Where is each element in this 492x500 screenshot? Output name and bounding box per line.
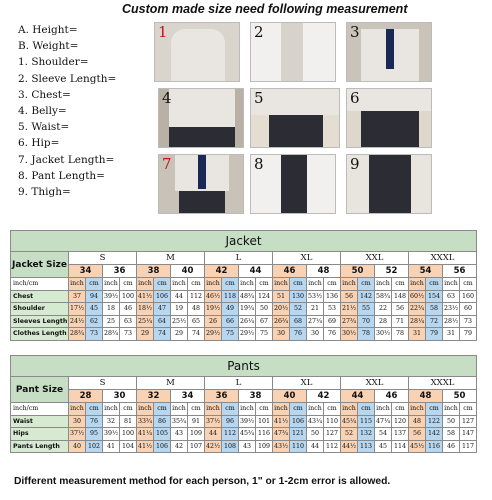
table-cell: 56 <box>392 303 409 316</box>
measurement-list <box>18 22 158 200</box>
table-cell: 44 <box>307 440 324 453</box>
table-cell: 110 <box>324 415 341 428</box>
unit-cell: inch <box>103 278 120 291</box>
size-number: 46 <box>273 265 307 278</box>
table-cell: 130 <box>290 290 307 303</box>
table-cell: 26 <box>205 315 222 328</box>
size-number: 38 <box>239 390 273 403</box>
size-letter: XL <box>273 252 341 265</box>
unit-cell: cm <box>256 278 273 291</box>
table-cell: 42 <box>171 440 188 453</box>
table-cell: 65 <box>188 315 205 328</box>
table-cell: 117 <box>460 440 477 453</box>
table-row <box>11 428 477 441</box>
table-cell: 56 <box>409 428 426 441</box>
table-row <box>11 440 477 453</box>
unit-cell: inch <box>273 278 290 291</box>
table-cell: 46 <box>120 303 137 316</box>
measurement-item: 3. Chest= <box>18 88 71 101</box>
unit-cell: inch <box>69 278 86 291</box>
table-cell: 44½ <box>341 440 358 453</box>
table-row <box>11 303 477 316</box>
unit-cell: inch <box>171 403 188 416</box>
table-cell: 58 <box>443 428 460 441</box>
size-letter: M <box>137 252 205 265</box>
table-row <box>11 315 477 328</box>
table-cell: 68 <box>290 315 307 328</box>
table-cell: 30 <box>273 328 290 341</box>
table-cell: 21 <box>307 303 324 316</box>
unit-cell: cm <box>154 403 171 416</box>
unit-cell: inch <box>375 403 392 416</box>
table-cell: 106 <box>154 440 171 453</box>
table-cell: 160 <box>460 290 477 303</box>
table-cell: 70 <box>358 315 375 328</box>
photo-chest: 3 <box>346 22 432 82</box>
row-label: Shoulder <box>11 303 69 316</box>
table-cell: 60 <box>460 303 477 316</box>
row-label: Clothes Length <box>11 328 69 341</box>
table-cell: 107 <box>188 440 205 453</box>
table-cell: 41½ <box>273 415 290 428</box>
table-cell: 73 <box>120 328 137 341</box>
table-cell: 26¾ <box>273 315 290 328</box>
unit-cell: inch <box>443 278 460 291</box>
unit-cell: cm <box>290 403 307 416</box>
photo-waist: 5 <box>250 88 340 148</box>
size-number: 50 <box>443 390 477 403</box>
table-cell: 28¼ <box>409 315 426 328</box>
unit-cell: cm <box>222 403 239 416</box>
table-cell: 21½ <box>341 303 358 316</box>
unit-cell: cm <box>426 403 443 416</box>
table-cell: 79 <box>426 328 443 341</box>
table-cell: 137 <box>392 428 409 441</box>
table-cell: 44 <box>171 290 188 303</box>
size-number: 56 <box>443 265 477 278</box>
photo-jacket-length: 7 <box>158 154 244 214</box>
measurement-item: 2. Sleeve Length= <box>18 72 117 85</box>
table-cell: 30 <box>307 328 324 341</box>
table-cell: 19½ <box>205 303 222 316</box>
unit-cell: inch <box>273 403 290 416</box>
unit-cell: inch <box>341 403 358 416</box>
table-cell: 45¼ <box>341 415 358 428</box>
measurement-item: 6. Hip= <box>18 137 60 150</box>
table-cell: 154 <box>426 290 443 303</box>
table-cell: 112 <box>188 290 205 303</box>
size-number: 44 <box>239 265 273 278</box>
table-cell: 110 <box>290 440 307 453</box>
table-cell: 120 <box>392 415 409 428</box>
table-cell: 35¾ <box>171 415 188 428</box>
table-cell: 71 <box>392 315 409 328</box>
table-cell: 39½ <box>103 290 120 303</box>
table-cell: 43 <box>171 428 188 441</box>
size-number: 40 <box>171 265 205 278</box>
table-cell: 28¾ <box>103 328 120 341</box>
table-cell: 106 <box>154 290 171 303</box>
table-cell: 76 <box>290 328 307 341</box>
size-letter: XXL <box>341 252 409 265</box>
table-cell: 109 <box>188 428 205 441</box>
table-cell: 76 <box>86 415 103 428</box>
page-title: Custom made size need following measurement <box>122 2 408 16</box>
table-cell: 142 <box>358 290 375 303</box>
table-cell: 96 <box>222 415 239 428</box>
size-letter: L <box>205 252 273 265</box>
unit-cell: cm <box>154 278 171 291</box>
table-cell: 100 <box>120 428 137 441</box>
unit-cell: cm <box>86 403 103 416</box>
table-cell: 26¼ <box>239 315 256 328</box>
table-cell: 121 <box>290 428 307 441</box>
jacket-size-label: Jacket Size <box>11 252 69 278</box>
table-cell: 106 <box>290 415 307 428</box>
row-label: Chest <box>11 290 69 303</box>
size-number: 34 <box>69 265 103 278</box>
table-cell: 116 <box>256 428 273 441</box>
table-cell: 127 <box>460 415 477 428</box>
photo-belly: 4 <box>158 88 244 148</box>
unit-cell: inch <box>137 403 154 416</box>
size-letter: S <box>69 252 137 265</box>
table-cell: 41½ <box>137 290 154 303</box>
table-cell: 48 <box>409 415 426 428</box>
table-cell: 31 <box>409 328 426 341</box>
size-letter: XXXL <box>409 252 477 265</box>
table-cell: 76 <box>324 328 341 341</box>
unit-label: inch/cm <box>11 403 69 416</box>
table-cell: 42½ <box>205 440 222 453</box>
unit-cell: inch <box>239 278 256 291</box>
table-cell: 67 <box>256 315 273 328</box>
unit-cell: cm <box>392 278 409 291</box>
size-letter: XXL <box>341 377 409 390</box>
table-cell: 45 <box>86 303 103 316</box>
table-cell: 45½ <box>409 440 426 453</box>
table-cell: 33¾ <box>137 415 154 428</box>
table-row <box>11 415 477 428</box>
table-cell: 56 <box>341 290 358 303</box>
unit-cell: cm <box>256 403 273 416</box>
table-cell: 53 <box>324 303 341 316</box>
table-cell: 29 <box>171 328 188 341</box>
jacket-size-table <box>10 230 477 341</box>
table-cell: 32 <box>103 415 120 428</box>
table-cell: 100 <box>120 290 137 303</box>
photo-thigh: 9 <box>346 154 432 214</box>
table-cell: 48¾ <box>239 290 256 303</box>
measurement-item: 4. Belly= <box>18 105 67 118</box>
measurement-item: 5. Waist= <box>18 121 70 134</box>
table-cell: 41 <box>103 440 120 453</box>
size-number: 30 <box>103 390 137 403</box>
table-cell: 75 <box>256 328 273 341</box>
size-letter: XXXL <box>409 377 477 390</box>
size-number: 36 <box>103 265 137 278</box>
unit-cell: inch <box>239 403 256 416</box>
unit-cell: inch <box>409 403 426 416</box>
photo-pant-length: 8 <box>250 154 336 214</box>
unit-cell: cm <box>324 403 341 416</box>
table-cell: 114 <box>392 440 409 453</box>
size-number: 44 <box>341 390 375 403</box>
unit-cell: inch <box>205 403 222 416</box>
unit-cell: cm <box>120 403 137 416</box>
unit-cell: cm <box>290 278 307 291</box>
table-cell: 29½ <box>239 328 256 341</box>
table-cell: 74 <box>188 328 205 341</box>
table-cell: 52 <box>341 428 358 441</box>
row-label: Pants Length <box>11 440 69 453</box>
table-row <box>11 328 477 341</box>
table-cell: 51 <box>273 290 290 303</box>
table-cell: 47 <box>154 303 171 316</box>
unit-cell: inch <box>103 403 120 416</box>
table-cell: 25¼ <box>137 315 154 328</box>
table-cell: 58¾ <box>375 290 392 303</box>
measurement-item: B. Weight= <box>18 40 79 53</box>
row-label: Hips <box>11 428 69 441</box>
unit-cell: cm <box>324 278 341 291</box>
size-number: 42 <box>205 265 239 278</box>
table-cell: 74 <box>154 328 171 341</box>
unit-cell: cm <box>86 278 103 291</box>
table-cell: 124 <box>256 290 273 303</box>
unit-cell: cm <box>460 403 477 416</box>
table-cell: 58 <box>426 303 443 316</box>
table-cell: 28½ <box>443 315 460 328</box>
table-cell: 31 <box>443 328 460 341</box>
table-cell: 29 <box>137 328 154 341</box>
table-cell: 142 <box>426 428 443 441</box>
table-cell: 60½ <box>409 290 426 303</box>
pants-heading: Pants <box>11 356 477 377</box>
unit-cell: cm <box>358 403 375 416</box>
measurement-item: 7. Jacket Length= <box>18 153 115 166</box>
size-number: 28 <box>69 390 103 403</box>
table-cell: 50 <box>443 415 460 428</box>
table-cell: 69 <box>324 315 341 328</box>
table-cell: 78 <box>392 328 409 341</box>
table-cell: 53½ <box>307 290 324 303</box>
size-number: 42 <box>307 390 341 403</box>
table-cell: 37½ <box>205 415 222 428</box>
table-cell: 73 <box>86 328 103 341</box>
table-cell: 54 <box>375 428 392 441</box>
photo-sleeve: 2 <box>250 22 336 82</box>
table-cell: 44 <box>205 428 222 441</box>
table-cell: 109 <box>256 440 273 453</box>
size-number: 48 <box>409 390 443 403</box>
table-cell: 147 <box>460 428 477 441</box>
unit-cell: inch <box>443 403 460 416</box>
table-cell: 19¾ <box>239 303 256 316</box>
table-cell: 41½ <box>137 440 154 453</box>
table-cell: 37 <box>69 290 86 303</box>
table-cell: 66 <box>222 315 239 328</box>
table-cell: 115 <box>358 415 375 428</box>
table-cell: 45¾ <box>239 428 256 441</box>
table-cell: 43 <box>239 440 256 453</box>
table-cell: 19 <box>171 303 188 316</box>
unit-cell: inch <box>375 278 392 291</box>
unit-cell: cm <box>460 278 477 291</box>
size-number: 48 <box>307 265 341 278</box>
table-cell: 118 <box>222 290 239 303</box>
size-letter: XL <box>273 377 341 390</box>
size-letter: S <box>69 377 137 390</box>
unit-cell: cm <box>358 278 375 291</box>
size-letter: L <box>205 377 273 390</box>
table-cell: 27¼ <box>307 315 324 328</box>
unit-cell: cm <box>188 403 205 416</box>
unit-cell: cm <box>222 278 239 291</box>
measurement-item: 8. Pant Length= <box>18 169 105 182</box>
table-cell: 18 <box>103 303 120 316</box>
unit-cell: inch <box>307 403 324 416</box>
table-cell: 39½ <box>103 428 120 441</box>
size-number: 52 <box>375 265 409 278</box>
unit-cell: cm <box>426 278 443 291</box>
table-cell: 136 <box>324 290 341 303</box>
table-cell: 43¼ <box>307 415 324 428</box>
table-cell: 94 <box>86 290 103 303</box>
size-number: 34 <box>171 390 205 403</box>
table-cell: 28 <box>375 315 392 328</box>
table-cell: 37½ <box>69 428 86 441</box>
table-cell: 75 <box>222 328 239 341</box>
table-cell: 122 <box>426 415 443 428</box>
table-row <box>11 290 477 303</box>
size-number: 32 <box>137 390 171 403</box>
unit-cell: cm <box>188 278 205 291</box>
table-cell: 30 <box>69 415 86 428</box>
table-cell: 17½ <box>69 303 86 316</box>
size-number: 38 <box>137 265 171 278</box>
table-cell: 20½ <box>273 303 290 316</box>
table-cell: 40 <box>69 440 86 453</box>
photo-shoulder: 1 <box>154 22 240 82</box>
unit-cell: inch <box>307 278 324 291</box>
table-cell: 22¾ <box>409 303 426 316</box>
table-cell: 72 <box>426 315 443 328</box>
table-cell: 63 <box>443 290 460 303</box>
table-cell: 112 <box>222 428 239 441</box>
table-cell: 81 <box>120 415 137 428</box>
table-cell: 91 <box>188 415 205 428</box>
table-cell: 73 <box>460 315 477 328</box>
table-cell: 113 <box>358 440 375 453</box>
size-number: 50 <box>341 265 375 278</box>
table-cell: 62 <box>86 315 103 328</box>
table-cell: 43½ <box>273 440 290 453</box>
unit-cell: inch <box>137 278 154 291</box>
unit-cell: inch <box>341 278 358 291</box>
pants-size-table <box>10 355 477 453</box>
table-cell: 29½ <box>205 328 222 341</box>
row-label: Sleeves Length <box>11 315 69 328</box>
table-cell: 52 <box>290 303 307 316</box>
measurement-item: A. Height= <box>18 24 78 36</box>
table-cell: 25 <box>103 315 120 328</box>
unit-label: inch/cm <box>11 278 69 291</box>
table-cell: 45 <box>375 440 392 453</box>
table-cell: 86 <box>154 415 171 428</box>
measurement-item: 9. Thigh= <box>18 186 71 199</box>
row-label: Waist <box>11 415 69 428</box>
table-cell: 46 <box>443 440 460 453</box>
table-cell: 116 <box>426 440 443 453</box>
table-cell: 95 <box>86 428 103 441</box>
table-cell: 108 <box>222 440 239 453</box>
unit-cell: inch <box>205 278 222 291</box>
table-cell: 112 <box>324 440 341 453</box>
table-cell: 27¾ <box>341 315 358 328</box>
unit-cell: inch <box>171 278 188 291</box>
footer-note: Different measurement method for each person, 1" or 1-2cm error is allowed. <box>14 476 391 487</box>
size-letter: M <box>137 377 205 390</box>
unit-cell: cm <box>120 278 137 291</box>
pants-size-label: Pant Size <box>11 377 69 403</box>
table-cell: 101 <box>256 415 273 428</box>
table-cell: 24½ <box>69 315 86 328</box>
size-number: 46 <box>375 390 409 403</box>
measurement-item: 1. Shoulder= <box>18 56 89 69</box>
table-cell: 104 <box>120 440 137 453</box>
table-cell: 41¼ <box>137 428 154 441</box>
table-cell: 46½ <box>205 290 222 303</box>
table-cell: 50 <box>307 428 324 441</box>
table-cell: 64 <box>154 315 171 328</box>
table-cell: 25½ <box>171 315 188 328</box>
table-cell: 132 <box>358 428 375 441</box>
table-cell: 105 <box>154 428 171 441</box>
table-cell: 22 <box>375 303 392 316</box>
photo-hip: 6 <box>346 88 432 148</box>
unit-cell: cm <box>392 403 409 416</box>
table-cell: 127 <box>324 428 341 441</box>
size-number: 40 <box>273 390 307 403</box>
table-cell: 39½ <box>239 415 256 428</box>
table-cell: 30½ <box>375 328 392 341</box>
table-cell: 49 <box>222 303 239 316</box>
table-cell: 78 <box>358 328 375 341</box>
table-cell: 23½ <box>443 303 460 316</box>
table-cell: 79 <box>460 328 477 341</box>
table-cell: 63 <box>120 315 137 328</box>
table-cell: 47¾ <box>273 428 290 441</box>
size-number: 36 <box>205 390 239 403</box>
table-cell: 102 <box>86 440 103 453</box>
jacket-heading: Jacket <box>11 231 477 252</box>
table-cell: 50 <box>256 303 273 316</box>
table-cell: 148 <box>392 290 409 303</box>
table-cell: 48 <box>188 303 205 316</box>
unit-cell: inch <box>409 278 426 291</box>
size-number: 54 <box>409 265 443 278</box>
table-cell: 47¼ <box>375 415 392 428</box>
table-cell: 28¾ <box>69 328 86 341</box>
table-cell: 55 <box>358 303 375 316</box>
table-cell: 18½ <box>137 303 154 316</box>
unit-cell: inch <box>69 403 86 416</box>
table-cell: 30½ <box>341 328 358 341</box>
